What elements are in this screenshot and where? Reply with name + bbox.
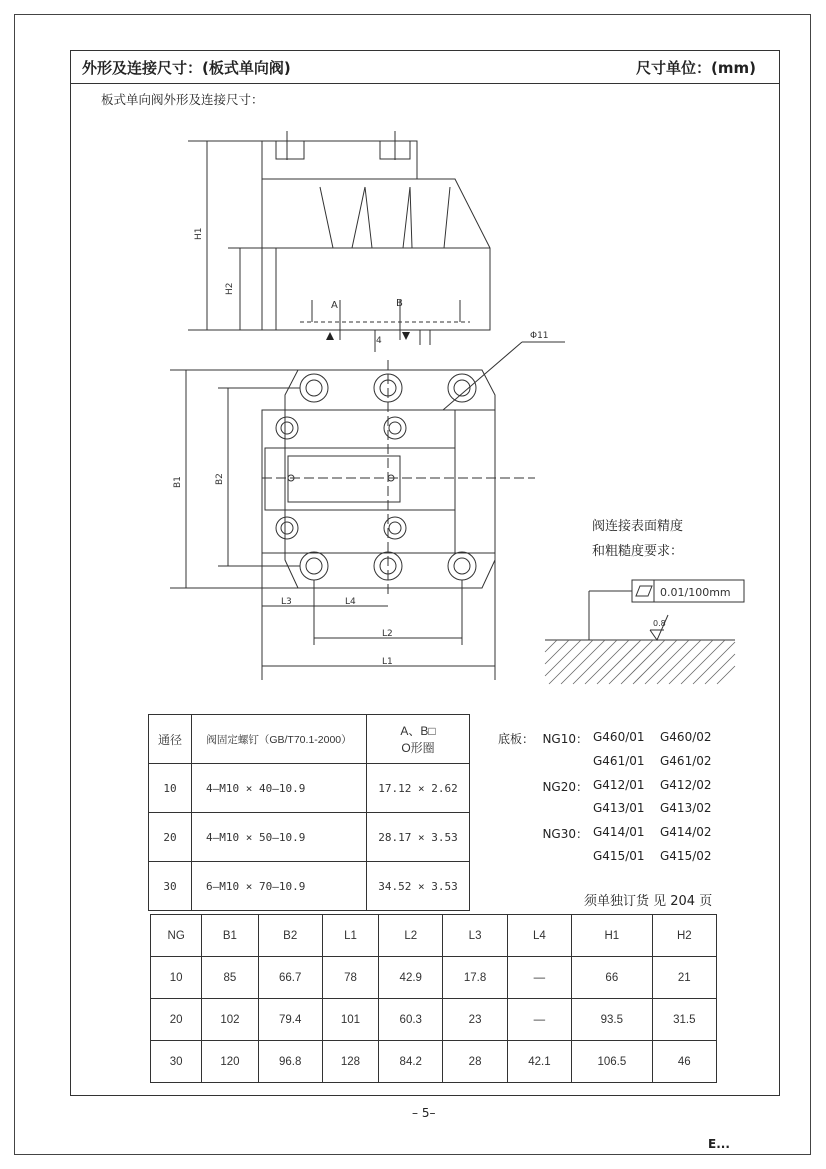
label-phi11: Φ11 bbox=[530, 331, 549, 341]
plate-size: NG20： bbox=[542, 780, 588, 794]
table-row bbox=[149, 764, 470, 813]
header-cell: B2 bbox=[258, 915, 322, 957]
plate-code: G461/01 bbox=[593, 754, 645, 768]
base-plate-title: 底板： bbox=[498, 732, 535, 746]
table-cell: 28 bbox=[443, 1041, 507, 1083]
table-cell: 42.9 bbox=[379, 957, 443, 999]
plate-code: G413/02 bbox=[660, 801, 712, 815]
label-b2: B2 bbox=[215, 473, 225, 485]
table-cell: 93.5 bbox=[572, 999, 653, 1041]
arrow-a bbox=[326, 332, 334, 340]
table-cell: 102 bbox=[202, 999, 258, 1041]
front-view bbox=[188, 131, 490, 352]
plate-code: G414/01 bbox=[593, 825, 645, 839]
header-ng: 通径 bbox=[149, 715, 192, 764]
header-oring-label: O形圈 bbox=[401, 741, 435, 755]
table-cell: 46 bbox=[652, 1041, 716, 1083]
unit-label: 尺寸单位：(mm) bbox=[636, 59, 756, 77]
table-cell: 23 bbox=[443, 999, 507, 1041]
table-row bbox=[151, 1041, 717, 1083]
label-l4: L4 bbox=[345, 597, 356, 607]
label-h2: H2 bbox=[225, 282, 235, 295]
table-cell: 17.8 bbox=[443, 957, 507, 999]
cell-oring: 17.12 × 2.62 bbox=[367, 764, 470, 813]
table-cell: 10 bbox=[151, 957, 202, 999]
label-4: 4 bbox=[376, 336, 382, 346]
cell-oring: 34.52 × 3.53 bbox=[367, 862, 470, 911]
plan-view bbox=[170, 342, 565, 680]
header-cell: L4 bbox=[507, 915, 571, 957]
table-cell: 84.2 bbox=[379, 1041, 443, 1083]
header-cell: L2 bbox=[379, 915, 443, 957]
bolt-table bbox=[148, 714, 470, 911]
plate-code: G414/02 bbox=[660, 825, 712, 839]
cell-ng: 30 bbox=[149, 862, 192, 911]
label-l3: L3 bbox=[281, 597, 292, 607]
order-note: 须单独订货 见 204 页 bbox=[584, 894, 713, 909]
header-cell: NG bbox=[151, 915, 202, 957]
arrow-b bbox=[402, 332, 410, 340]
cell-bolt: 6—M10 × 70—10.9 bbox=[192, 862, 367, 911]
table-cell: 42.1 bbox=[507, 1041, 571, 1083]
table-cell: 128 bbox=[322, 1041, 378, 1083]
plate-code: G412/01 bbox=[593, 778, 645, 792]
label-b1: B1 bbox=[173, 476, 183, 488]
page-number: – 5– bbox=[412, 1106, 436, 1120]
table-cell: 106.5 bbox=[572, 1041, 653, 1083]
table-cell: 96.8 bbox=[258, 1041, 322, 1083]
header-bolt: 阀固定螺钉（GB/T70.1-2000） bbox=[192, 715, 367, 764]
label-a: A bbox=[331, 300, 338, 311]
bolt-table-header bbox=[149, 715, 470, 764]
header-cell: H2 bbox=[652, 915, 716, 957]
table-cell: 21 bbox=[652, 957, 716, 999]
table-cell: 66.7 bbox=[258, 957, 322, 999]
table-row bbox=[151, 957, 717, 999]
drawing-subtitle: 板式单向阀外形及连接尺寸： bbox=[101, 92, 264, 107]
flatness-value: 0.01/100mm bbox=[660, 586, 731, 599]
plate-code: G415/01 bbox=[593, 849, 645, 863]
header-cell: H1 bbox=[572, 915, 653, 957]
brand-logo: E... bbox=[708, 1137, 730, 1151]
cell-ng: 10 bbox=[149, 764, 192, 813]
plate-code: G460/01 bbox=[593, 730, 645, 744]
table-row bbox=[149, 813, 470, 862]
surface-note-line1: 阀连接表面精度 bbox=[592, 519, 684, 534]
table-cell: — bbox=[507, 999, 571, 1041]
table-cell: 101 bbox=[322, 999, 378, 1041]
table-cell: 120 bbox=[202, 1041, 258, 1083]
plate-code: G412/02 bbox=[660, 778, 712, 792]
table-cell: 66 bbox=[572, 957, 653, 999]
table-cell: 20 bbox=[151, 999, 202, 1041]
label-l1: L1 bbox=[382, 657, 393, 667]
roughness-value: 0.8 bbox=[653, 619, 666, 628]
header-cell: L3 bbox=[443, 915, 507, 957]
table-row bbox=[151, 999, 717, 1041]
plate-code: G415/02 bbox=[660, 849, 712, 863]
page-title: 外形及连接尺寸：(板式单向阀) bbox=[82, 59, 291, 77]
plate-size: NG30： bbox=[542, 827, 588, 841]
cell-oring: 28.17 × 3.53 bbox=[367, 813, 470, 862]
header-cell: L1 bbox=[322, 915, 378, 957]
table-cell: 30 bbox=[151, 1041, 202, 1083]
table-cell: 79.4 bbox=[258, 999, 322, 1041]
table-cell: 85 bbox=[202, 957, 258, 999]
surface-hatch bbox=[545, 640, 735, 684]
dimension-table bbox=[150, 914, 717, 1083]
dimension-table-header bbox=[151, 915, 717, 957]
plate-code: G461/02 bbox=[660, 754, 712, 768]
label-h1: H1 bbox=[194, 227, 204, 240]
plate-size: NG10： bbox=[542, 732, 588, 746]
label-b: B bbox=[396, 298, 403, 309]
cell-bolt: 4—M10 × 40—10.9 bbox=[192, 764, 367, 813]
table-cell: 60.3 bbox=[379, 999, 443, 1041]
table-cell: 31.5 bbox=[652, 999, 716, 1041]
cell-ng: 20 bbox=[149, 813, 192, 862]
cell-bolt: 4—M10 × 50—10.9 bbox=[192, 813, 367, 862]
table-row bbox=[149, 862, 470, 911]
header-cell: B1 bbox=[202, 915, 258, 957]
table-cell: 78 bbox=[322, 957, 378, 999]
surface-note-line2: 和粗糙度要求： bbox=[592, 544, 684, 559]
label-l2: L2 bbox=[382, 629, 393, 639]
table-cell: — bbox=[507, 957, 571, 999]
header-oring-ports: A、B□ bbox=[400, 724, 436, 738]
plate-code: G413/01 bbox=[593, 801, 645, 815]
header-oring bbox=[367, 715, 470, 764]
plate-code: G460/02 bbox=[660, 730, 712, 744]
